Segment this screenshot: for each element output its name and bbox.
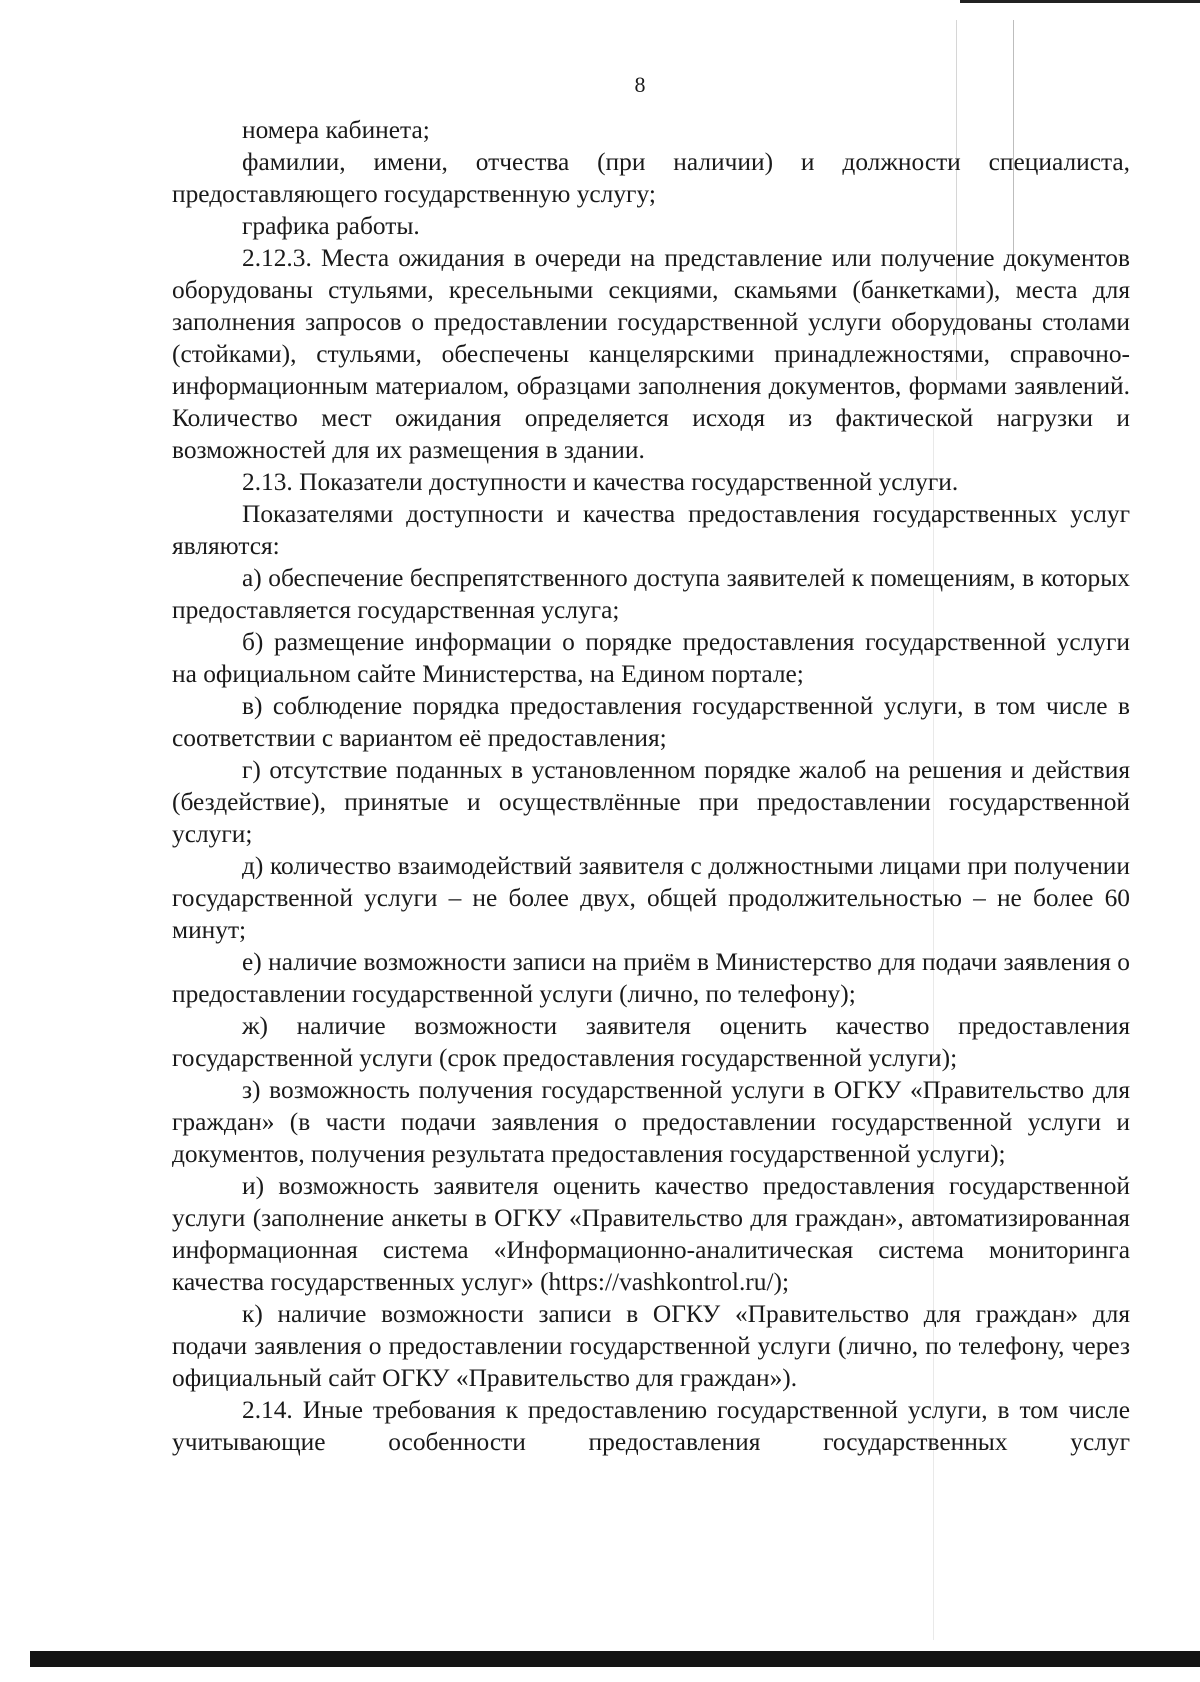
- document-body: [172, 114, 1130, 1458]
- paragraph-2-13-heading: 2.13. Показатели доступности и качества государственной услуги.: [242, 468, 959, 496]
- paragraph-specialist-name: фамилии, имени, отчества (при наличии) и должности специалиста, предоставляющего государственную услугу;: [172, 148, 1130, 208]
- list-item-e: е) наличие возможности записи на приём в Министерство для подачи заявления о предоставлении государственной услуги (лично, по телефону);: [172, 948, 1130, 1008]
- list-item-d: д) количество взаимодействий заявителя с должностными лицами при получении государственной услуги – не более двух, общей продолжительностью – не более 60 минут;: [172, 852, 1130, 944]
- list-item-b: б) размещение информации о порядке предоставления государственной услуги на официальном сайте Министерства, на Едином портале;: [172, 628, 1130, 688]
- list-item-v: в) соблюдение порядка предоставления государственной услуги, в том числе в соответствии с вариантом её предоставления;: [172, 692, 1130, 752]
- paragraph-cabinet-number: номера кабинета;: [242, 116, 430, 144]
- list-item-g: г) отсутствие поданных в установленном порядке жалоб на решения и действия (бездействие), принятые и осуществлённые при предоставлении государственной услуги;: [172, 756, 1130, 848]
- list-item-z: з) возможность получения государственной услуги в ОГКУ «Правительство для граждан» (в части подачи заявления о предоставлении государственной услуги и документов, получения результата предоставления государственной услуги);: [172, 1076, 1130, 1168]
- paragraph-work-schedule: графика работы.: [242, 212, 420, 240]
- scan-top-edge: [960, 0, 1200, 3]
- paragraph-2-12-3: 2.12.3. Места ожидания в очереди на представление или получение документов оборудованы стульями, кресельными секциями, скамьями (банкетками), места для заполнения запросов о предоставлении государственной услуги оборудованы столами (стойками), стульями, обеспечены канцелярскими принадлежностями, справочно-информационным материалом, образцами заполнения документов, формами заявлений. Количество мест ожидания определяется исходя из фактической нагрузки и возможностей для их размещения в здании.: [172, 244, 1130, 464]
- list-item-a: а) обеспечение беспрепятственного доступа заявителей к помещениям, в которых предоставляется государственная услуга;: [172, 564, 1130, 624]
- scan-bottom-edge: [30, 1651, 1200, 1667]
- paragraph-2-14: 2.14. Иные требования к предоставлению государственной услуги, в том числе учитывающие особенности предоставления государственных услуг: [172, 1396, 1130, 1456]
- list-item-k: к) наличие возможности записи в ОГКУ «Правительство для граждан» для подачи заявления о предоставлении государственной услуги (лично, по телефону, через официальный сайт ОГКУ «Правительство для граждан»).: [172, 1300, 1130, 1392]
- list-item-i: и) возможность заявителя оценить качество предоставления государственной услуги (заполнение анкеты в ОГКУ «Правительство для граждан», автоматизированная информационная система «Информационно-аналитическая система мониторинга качества государственных услуг» (https://vashkontrol.ru/);: [172, 1172, 1130, 1296]
- page-number: 8: [634, 72, 646, 97]
- list-item-zh: ж) наличие возможности заявителя оценить качество предоставления государственной услуги (срок предоставления государственной услуги);: [172, 1012, 1130, 1072]
- paragraph-indicators-intro: Показателями доступности и качества предоставления государственных услуг являются:: [172, 500, 1130, 560]
